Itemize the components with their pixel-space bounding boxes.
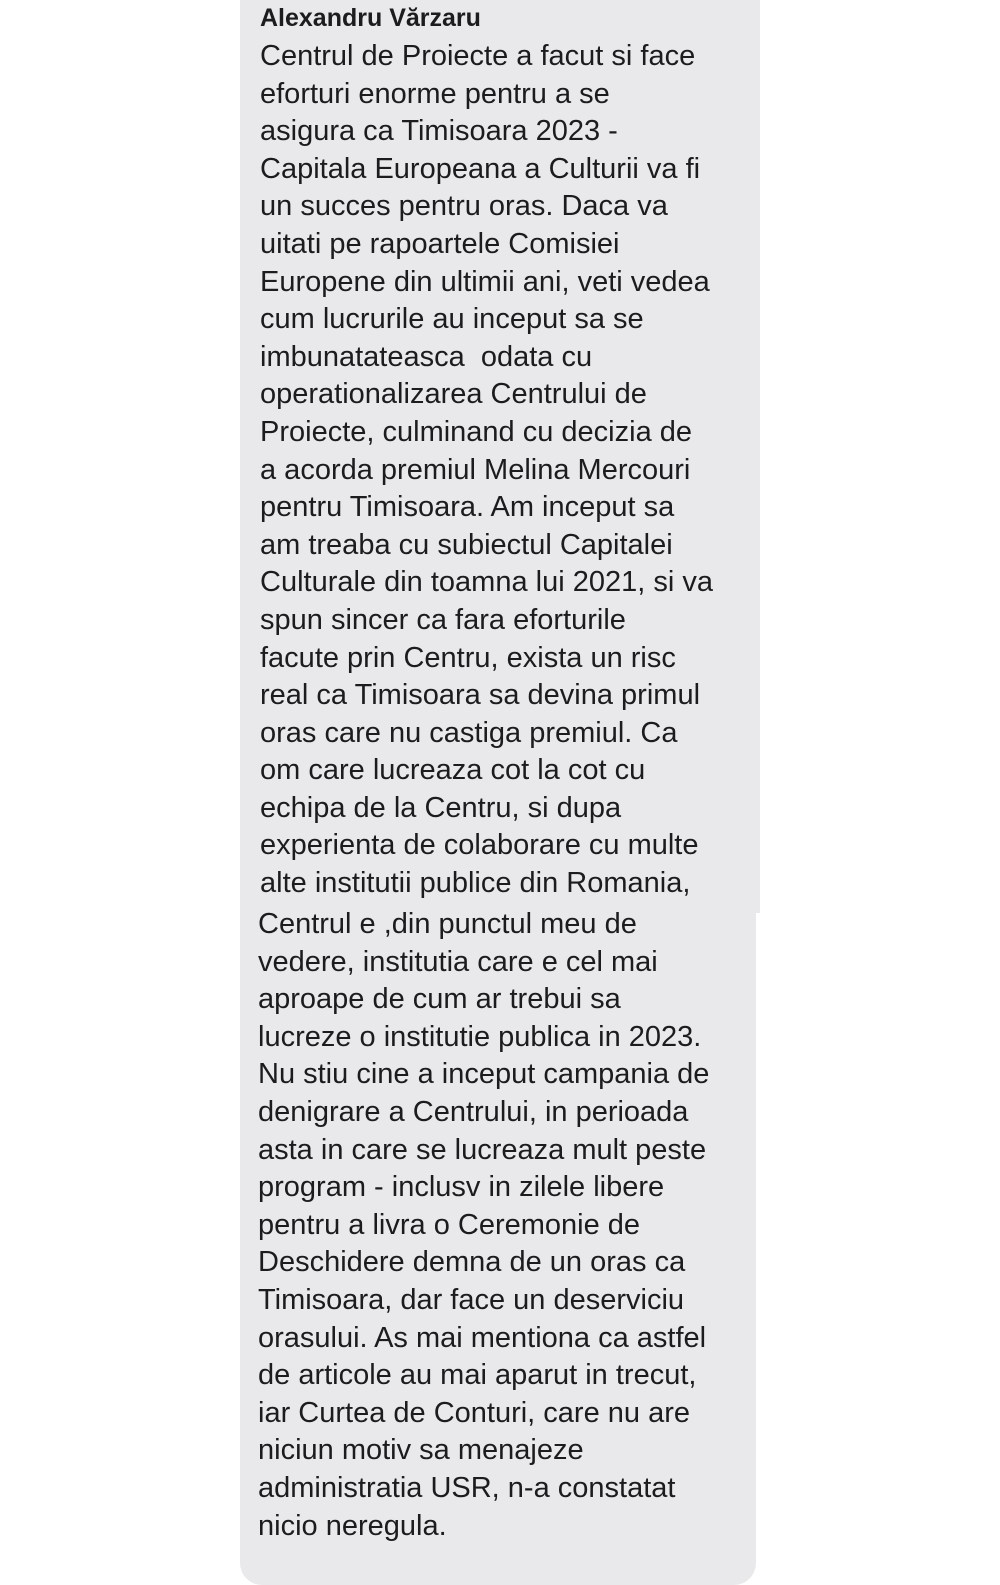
message-line: oras care nu castiga premiul. Ca — [260, 716, 678, 749]
message-line: facute prin Centru, exista un risc — [260, 641, 676, 674]
message-line: om care lucreaza cot la cot cu — [260, 754, 646, 787]
message-line: experienta de colaborare cu multe — [260, 829, 699, 862]
message-line: vedere, institutia care e cel mai — [258, 945, 658, 978]
message-line: nicio neregula. — [258, 1509, 447, 1542]
message-line: un succes pentru oras. Daca va — [260, 190, 668, 223]
message-line: real ca Timisoara sa devina primul — [260, 679, 701, 712]
message-line: pentru a livra o Ceremonie de — [258, 1208, 641, 1241]
message-line: Europene din ultimii ani, veti vedea — [260, 265, 710, 298]
message-line: a acorda premiul Melina Mercouri — [260, 453, 691, 486]
message-line: am treaba cu subiectul Capitalei — [260, 528, 673, 561]
message-line: Timisoara, dar face un deserviciu — [258, 1283, 685, 1316]
message-line: uitati pe rapoartele Comisiei — [260, 227, 620, 260]
message-line: pentru Timisoara. Am inceput sa — [260, 491, 675, 524]
message-line: denigrare a Centrului, in perioada — [258, 1095, 689, 1128]
message-line: Centrul de Proiecte a facut si face — [260, 40, 696, 72]
message-line: Culturale din toamna lui 2021, si va — [260, 566, 713, 599]
message-line: Capitala Europeana a Culturii va fi — [260, 152, 701, 185]
message-line: lucreze o institutie publica in 2023. — [258, 1020, 702, 1053]
message-text-part-1 — [260, 38, 713, 903]
message-line: imbunatateasca odata cu — [260, 340, 593, 373]
message-line: operationalizarea Centrului de — [260, 378, 647, 411]
message-line: administratia USR, n-a constatat — [258, 1471, 676, 1504]
message-line: Nu stiu cine a inceput campania de — [258, 1058, 710, 1091]
message-line: echipa de la Centru, si dupa — [260, 791, 622, 824]
sender-name: Alexandru Vărzaru — [260, 4, 481, 32]
message-line: program - inclusv in zilele libere — [258, 1171, 665, 1204]
message-line: iar Curtea de Conturi, care nu are — [258, 1396, 690, 1429]
message-line: eforturi enorme pentru a se — [260, 77, 610, 110]
message-line: niciun motiv sa menajeze — [258, 1434, 584, 1467]
message-line: asigura ca Timisoara 2023 - — [260, 115, 618, 148]
message-line: asta in care se lucreaza mult peste — [258, 1133, 707, 1166]
message-text-part-2 — [258, 906, 709, 1545]
message-line: aproape de cum ar trebui sa — [258, 983, 621, 1016]
message-line: Proiecte, culminand cu decizia de — [260, 415, 693, 448]
message-line: Centrul e ,din punctul meu de — [258, 908, 637, 940]
message-line: orasului. As mai mentiona ca astfel — [258, 1321, 707, 1354]
message-line: spun sincer ca fara eforturile — [260, 603, 626, 636]
message-line: alte institutii publice din Romania, — [260, 867, 691, 900]
message-line: cum lucrurile au inceput sa se — [260, 303, 644, 336]
message-line: de articole au mai aparut in trecut, — [258, 1359, 697, 1392]
message-line: Deschidere demna de un oras ca — [258, 1246, 686, 1279]
